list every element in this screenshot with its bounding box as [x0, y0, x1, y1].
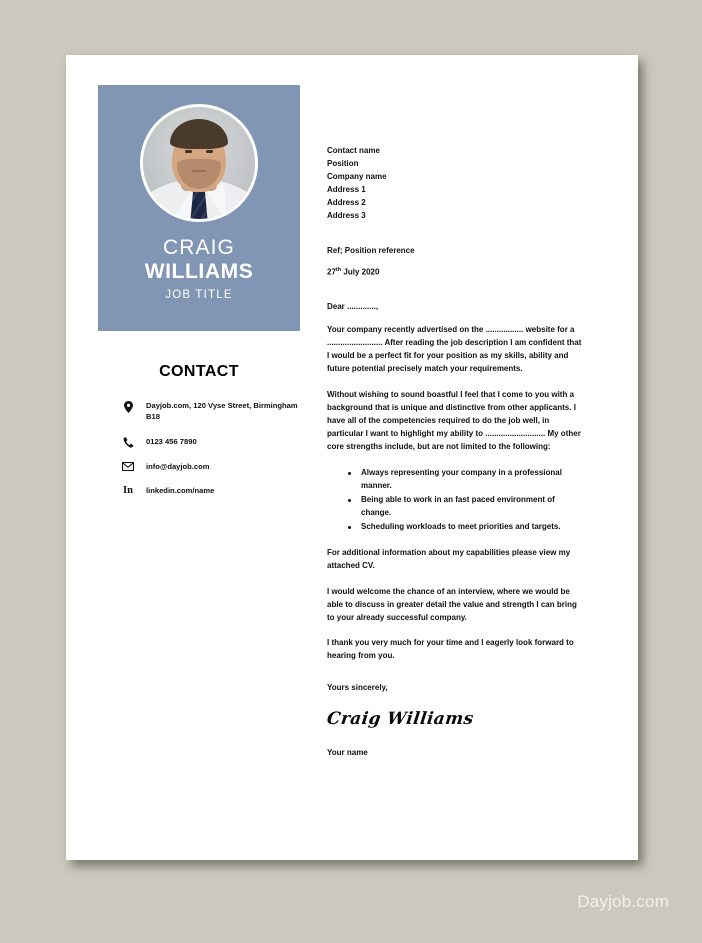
job-title: JOB TITLE [165, 289, 233, 302]
profile-panel [98, 85, 300, 331]
document-page [66, 55, 638, 860]
contact-item-email [119, 461, 300, 472]
recipient-line: Contact name [327, 146, 380, 155]
contact-phone-text: 0123 456 7890 [146, 436, 197, 446]
name-block [145, 236, 254, 302]
recipient-line: Address 2 [327, 197, 366, 207]
paragraph-5: I thank you very much for your time and I eagerly look forward to hearing from you. [327, 638, 574, 661]
your-name-placeholder: Your name [327, 748, 368, 758]
contact-address-text: Dayjob.com, 120 Vyse Street, Birmingham B18 [146, 401, 298, 422]
contact-item-phone [119, 436, 300, 448]
strengths-bullet-list [327, 467, 584, 534]
paragraph-1: Your company recently advertised on the ................. website for a ......................... After reading the job description I am confident that I would be a perfect fit for your position as my skills, ability and future potential precisely match your requirements. [327, 325, 582, 374]
last-name: WILLIAMS [144, 259, 254, 283]
left-sidebar [98, 85, 300, 510]
contact-email-text: info@dayjob.com [146, 461, 210, 471]
paragraph-4: I would welcome the chance of an interview, where we would be able to discuss in greater detail the value and strength I can bring to your already successful company. [327, 586, 577, 622]
contact-linkedin-text: linkedin.com/name [146, 486, 215, 496]
location-pin-icon [119, 400, 137, 413]
photo-brow-left [184, 145, 193, 147]
linkedin-icon [119, 485, 137, 497]
recipient-line: Address 1 [327, 184, 366, 194]
date-ordinal: th [335, 266, 342, 273]
email-icon [119, 461, 137, 471]
date-rest: July 2020 [341, 267, 380, 277]
recipient-block [327, 145, 584, 223]
photo-eye-left [185, 150, 192, 153]
portrait-photo-icon [140, 104, 258, 222]
first-name: CRAIG [162, 236, 235, 259]
paragraph-2: Without wishing to sound boastful I feel that I come to you with a background that is unique and distinctive from other applicants. I have all of the competencies required to do the job well, in particular I want to highlight my ability to ........................... My other core strengths include, but are not limited to the following: [327, 390, 581, 451]
contact-item-linkedin [119, 485, 300, 497]
date-line [327, 267, 584, 277]
letter-body [327, 145, 584, 757]
contact-heading: CONTACT [159, 363, 239, 380]
contact-list [98, 400, 300, 497]
phone-icon [119, 436, 137, 448]
recipient-line: Position [327, 158, 359, 168]
reference-line: Ref; Position reference [327, 245, 415, 255]
photo-eye-right [206, 150, 213, 153]
paragraph-3: For additional information about my capabilities please view my attached CV. [327, 547, 571, 570]
list-item: Being able to work in an fast paced environment of change. [348, 494, 584, 520]
date-day: 27 [327, 267, 336, 277]
recipient-line: Address 3 [327, 210, 366, 220]
footer-brand: Dayjob.com [577, 892, 669, 911]
linkedin-glyph: In [123, 485, 133, 497]
list-item: Always representing your company in a professional manner. [348, 467, 584, 493]
salutation: Dear ............., [327, 302, 379, 312]
photo-mouth [192, 170, 206, 172]
list-item: Scheduling workloads to meet priorities and targets. [348, 521, 584, 534]
closing-line: Yours sincerely, [327, 683, 388, 693]
signature: Craig Williams [325, 709, 475, 730]
contact-item-address [119, 400, 300, 423]
photo-brow-right [205, 145, 214, 147]
recipient-line: Company name [327, 171, 387, 181]
